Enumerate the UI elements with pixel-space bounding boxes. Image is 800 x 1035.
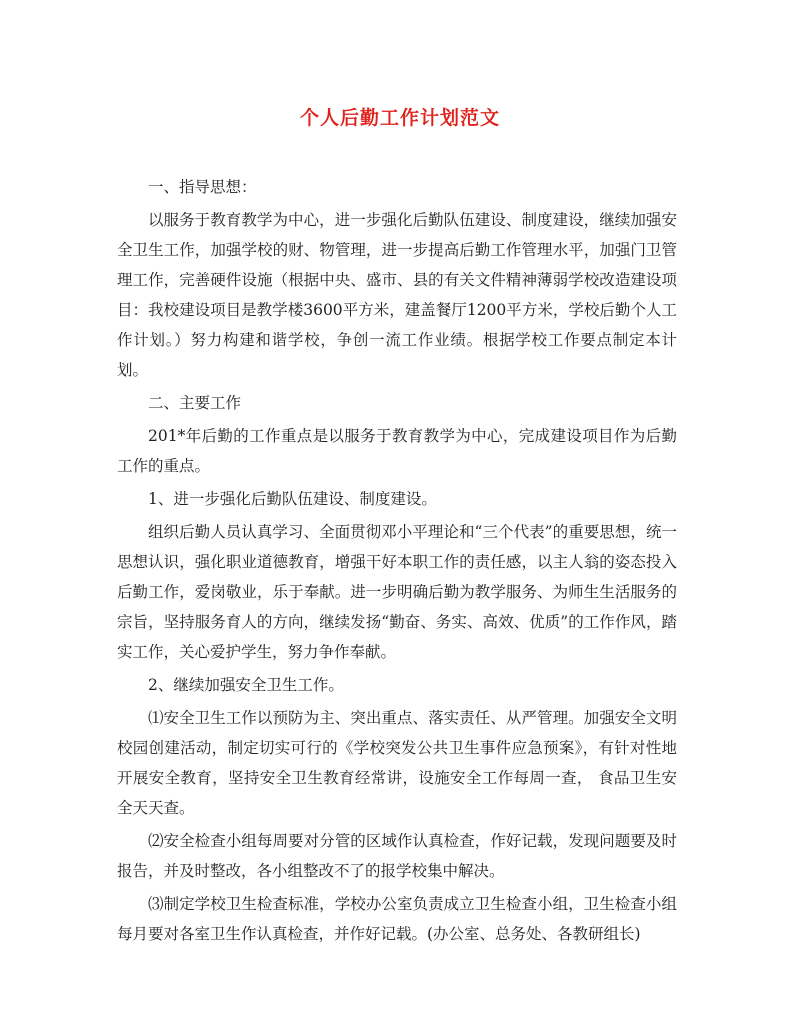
document-body (117, 172, 677, 949)
item-heading-team-building: 1、进一步强化后勤队伍建设、制度建设。 (148, 490, 437, 508)
section-heading-main-work: 二、主要工作 (148, 394, 242, 412)
paragraph-safety-1: ⑴安全卫生工作以预防为主、突出重点、落实责任、从严管理。加强安全文明校园创建活动，制定切实可行的《学校突发公共卫生事件应急预案》，有针对性地开展安全教育，坚持安全卫生教育经常讲，设施安全工作每周一查， 食品卫生安全天天查。 (117, 709, 677, 817)
paragraph-safety-3: ⑶制定学校卫生检查标准，学校办公室负责成立卫生检查小组，卫生检查小组每月要对各室卫生作认真检查，并作好记载。(办公室、总务处、各教研组长) (117, 895, 677, 943)
paragraph-work-focus: 201*年后勤的工作重点是以服务于教育教学为中心，完成建设项目作为后勤工作的重点。 (117, 427, 677, 475)
document-title: 个人后勤工作计划范文 (299, 107, 500, 129)
section-heading-guiding-ideology: 一、指导思想： (148, 178, 257, 196)
paragraph-safety-2: ⑵安全检查小组每周要对分管的区域作认真检查，作好记载，发现问题要及时报告，并及时整改，各小组整改不了的报学校集中解决。 (117, 832, 677, 880)
paragraph-team-building: 组织后勤人员认真学习、全面贯彻邓小平理论和“三个代表”的重要思想，统一思想认识，强化职业道德教育，增强干好本职工作的责任感，以主人翁的姿态投入后勤工作，爱岗敬业，乐于奉献。进一步明确后勤为教学服务、为师生生活服务的宗旨，坚持服务育人的方向，继续发扬“勤奋、务实、高效、优质”的工作作风，踏实工作，关心爱护学生，努力争作奉献。 (117, 523, 677, 661)
paragraph-guiding-ideology: 以服务于教育教学为中心，进一步强化后勤队伍建设、制度建设，继续加强安全卫生工作，加强学校的财、物管理，进一步提高后勤工作管理水平，加强门卫管理工作，完善硬件设施（根据中央、盛市、县的有关文件精神薄弱学校改造建设项目：我校建设项目是教学楼3600平方米，建盖餐厅1200平方米，学校后勤个人工作计划。）努力构建和谐学校，争创一流工作业绩。根据学校工作要点制定本计划。 (117, 211, 677, 379)
item-heading-safety-hygiene: 2、继续加强安全卫生工作。 (148, 676, 344, 694)
